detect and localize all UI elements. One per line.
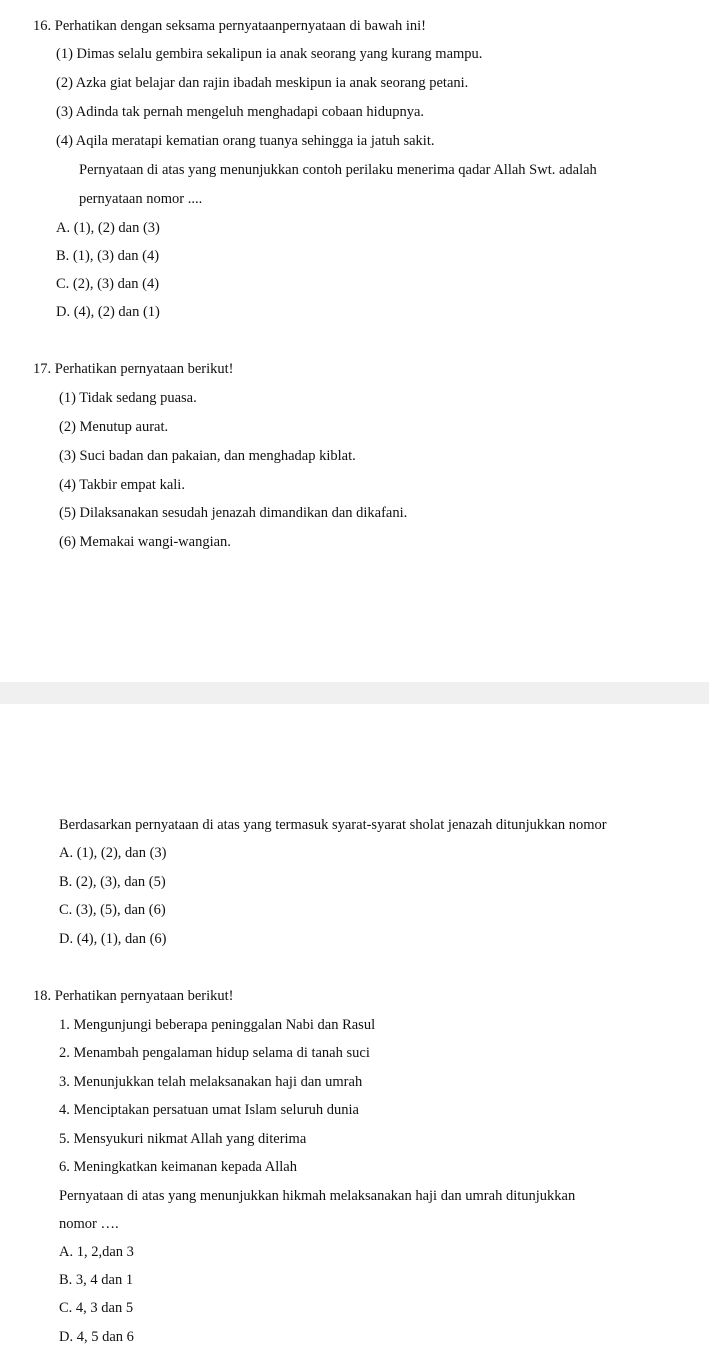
q17-option-a: A. (1), (2), dan (3) (59, 845, 167, 861)
q16-question-line-1: Pernyataan di atas yang menunjukkan contoh perilaku menerima qadar Allah Swt. adalah (79, 162, 597, 178)
q18-question-line-1: Pernyataan di atas yang menunjukkan hikmah melaksanakan haji dan umrah ditunjukkan (59, 1188, 576, 1204)
q18-statement-1: 1. Mengunjungi beberapa peninggalan Nabi dan Rasul (59, 1017, 376, 1033)
q16-option-a: A. (1), (2) dan (3) (56, 220, 160, 236)
q17-option-d: D. (4), (1), dan (6) (59, 931, 167, 947)
q18-statement-5: 5. Mensyukuri nikmat Allah yang diterima (59, 1131, 307, 1147)
q17-statement-4: (4) Takbir empat kali. (59, 477, 185, 493)
q16-statement-2: (2) Azka giat belajar dan rajin ibadah meskipun ia anak seorang petani. (56, 75, 469, 91)
question-16-title: 16. Perhatikan dengan seksama pernyataanpernyataan di bawah ini! (33, 18, 426, 34)
q17-option-c: C. (3), (5), dan (6) (59, 902, 166, 918)
q16-statement-4: (4) Aqila meratapi kematian orang tuanya sehingga ia jatuh sakit. (56, 133, 435, 149)
q18-option-d: D. 4, 5 dan 6 (59, 1329, 134, 1345)
q17-statement-1: (1) Tidak sedang puasa. (59, 390, 197, 406)
q18-statement-6: 6. Meningkatkan keimanan kepada Allah (59, 1159, 297, 1175)
q18-option-b: B. 3, 4 dan 1 (59, 1272, 134, 1288)
q18-statement-3: 3. Menunjukkan telah melaksanakan haji dan umrah (59, 1074, 363, 1090)
q17-statement-2: (2) Menutup aurat. (59, 419, 169, 435)
q16-option-c: C. (2), (3) dan (4) (56, 276, 160, 292)
q18-question-line-2: nomor …. (59, 1216, 119, 1232)
question-18-title: 18. Perhatikan pernyataan berikut! (33, 988, 234, 1004)
q17-statement-3: (3) Suci badan dan pakaian, dan menghadap kiblat. (59, 448, 356, 464)
question-17-title: 17. Perhatikan pernyataan berikut! (33, 361, 234, 377)
page-break-divider (0, 682, 709, 704)
q16-statement-1: (1) Dimas selalu gembira sekalipun ia anak seorang yang kurang mampu. (56, 46, 483, 62)
q18-option-c: C. 4, 3 dan 5 (59, 1300, 134, 1316)
q17-option-b: B. (2), (3), dan (5) (59, 874, 166, 890)
q16-question-line-2: pernyataan nomor .... (79, 191, 203, 207)
q18-option-a: A. 1, 2,dan 3 (59, 1244, 134, 1260)
q16-option-d: D. (4), (2) dan (1) (56, 304, 160, 320)
q16-statement-3: (3) Adinda tak pernah mengeluh menghadapi cobaan hidupnya. (56, 104, 425, 120)
q18-statement-4: 4. Menciptakan persatuan umat Islam seluruh dunia (59, 1102, 359, 1118)
q17-statement-5: (5) Dilaksanakan sesudah jenazah dimandikan dan dikafani. (59, 505, 408, 521)
q17-statement-6: (6) Memakai wangi-wangian. (59, 534, 231, 550)
q18-statement-2: 2. Menambah pengalaman hidup selama di tanah suci (59, 1045, 370, 1061)
q16-option-b: B. (1), (3) dan (4) (56, 248, 160, 264)
q17-question: Berdasarkan pernyataan di atas yang termasuk syarat-syarat sholat jenazah ditunjukkan nomor (59, 817, 607, 833)
